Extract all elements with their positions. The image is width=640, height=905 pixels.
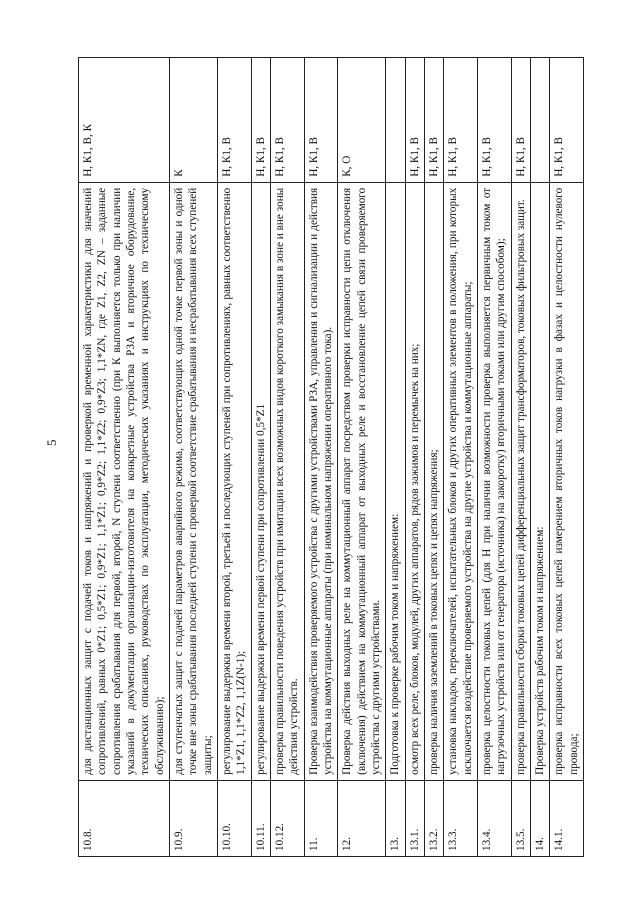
- row-description: регулирование выдержки времени второй, третьей и последующих ступеней при сопротивлениях, равных соответственно 1,1*Z1, 1,1*Z2, 1,1Z(N-1);: [217, 182, 251, 780]
- table-row: [424, 58, 443, 857]
- row-description: для ступенчатых защит с подачей параметров аварийного режима, соответствующих одной точке первой зоны и одной точке вне зоны срабатывания последней ступени с проверкой соответствие срабатывания и несрабатывания всех ступеней защиты;: [169, 182, 217, 780]
- row-inspection-codes: Н, К1, В: [217, 58, 251, 183]
- row-number: 10.11.: [251, 780, 270, 856]
- row-description: проверка наличия заземлений в токовых цепях и цепях напряжения;: [424, 182, 443, 780]
- row-description: проверка правильности сборки токовых цепей дифференциальных защит трансформаторов, токовых фильтровых защит.: [511, 182, 530, 780]
- row-inspection-codes: Н, К1, В: [304, 58, 338, 183]
- row-description: осмотр всех реле, блоков, модулей, других аппаратов, рядов зажимов и перемычек на них;: [405, 182, 424, 780]
- row-number: 13.2.: [424, 780, 443, 856]
- row-description: для дистанционных защит с подачей токов и напряжений и проверкой временной характеристики для значений сопротивлений, равных 0*Z1; 0,5*Z1; 0,9*Z1; 1,1*Z1; 0,9*Z2; 1,1*Z2; 0,9*Z3; 1,1*ZN, где Z1, Z2, ZN – заданные сопротивления срабатывания для первой, второй, N ступени соответственно (при К выполняется только при наличии указаний в документации организации-изготовителя на конкретные устройства РЗА и вторичное оборудование, технических описаниях, руководствах по эксплуатации, методических указаниях и инструкциях по техническому обслуживанию);: [79, 182, 170, 780]
- checklist-table: [78, 57, 584, 857]
- row-number: 13.1.: [405, 780, 424, 856]
- rotated-document-table: [78, 57, 583, 857]
- row-number: 10.12.: [270, 780, 304, 856]
- row-description: проверка исправности всех токовых цепей измерением вторичных токов нагрузки в фазах и целостности нулевого провода;: [550, 182, 584, 780]
- table-row: [270, 58, 304, 857]
- row-inspection-codes: Н, К1, В: [424, 58, 443, 183]
- table-row: [477, 58, 511, 857]
- row-number: 13.5.: [511, 780, 530, 856]
- row-inspection-codes: К: [169, 58, 217, 183]
- row-inspection-codes: Н, К1, В: [270, 58, 304, 183]
- row-description: установка накладок, переключателей, испытательных блоков и других оперативных элементов в положения, при которых исключается воздействие проверяемого устройства на другие устройства и коммутационные аппараты;: [444, 182, 478, 780]
- row-inspection-codes: [386, 58, 405, 183]
- row-description: Проверка взаимодействия проверяемого устройства с другими устройствами РЗА, управления и сигнализации и действия устройства на коммутационные аппараты (при номинальном напряжении оперативного тока).: [304, 182, 338, 780]
- table-row: [386, 58, 405, 857]
- row-number: 13.4.: [477, 780, 511, 856]
- row-inspection-codes: Н, К1, В: [251, 58, 270, 183]
- row-number: 13.3.: [444, 780, 478, 856]
- table-row: [444, 58, 478, 857]
- table-row: [530, 58, 549, 857]
- table-row: [405, 58, 424, 857]
- row-inspection-codes: К, О: [338, 58, 386, 183]
- table-row: [338, 58, 386, 857]
- row-inspection-codes: Н, К1, В: [477, 58, 511, 183]
- row-description: проверка правильности поведения устройств при имитации всех возможных видов короткого замыкания в зоне и вне зоны действия устройств.: [270, 182, 304, 780]
- table-row: [79, 58, 170, 857]
- row-number: 11.: [304, 780, 338, 856]
- row-number: 10.10.: [217, 780, 251, 856]
- row-number: 10.8.: [79, 780, 170, 856]
- row-description: Подготовка к проверке рабочим током и напряжением:: [386, 182, 405, 780]
- table-row: [511, 58, 530, 857]
- row-inspection-codes: Н, К1, В: [511, 58, 530, 183]
- row-number: 14.: [530, 780, 549, 856]
- row-inspection-codes: Н, К1, В, К: [79, 58, 170, 183]
- row-description: регулирование выдержки времени первой ступени при сопротивлении 0,5*Z1: [251, 182, 270, 780]
- row-inspection-codes: [530, 58, 549, 183]
- table-row: [169, 58, 217, 857]
- table-row: [217, 58, 251, 857]
- row-number: 14.1.: [550, 780, 584, 856]
- row-inspection-codes: Н, К1, В: [405, 58, 424, 183]
- row-description: Проверка устройств рабочим током и напряжением:: [530, 182, 549, 780]
- row-inspection-codes: Н, К1, В: [550, 58, 584, 183]
- row-number: 12.: [338, 780, 386, 856]
- row-inspection-codes: Н, К1, В: [444, 58, 478, 183]
- table-row: [251, 58, 270, 857]
- page-number: 5: [44, 439, 59, 446]
- row-number: 10.9.: [169, 780, 217, 856]
- row-number: 13.: [386, 780, 405, 856]
- row-description: Проверка действия выходных реле на коммутационный аппарат посредством проверки исправности цепи отключения (включения) действием на коммутационный аппарат от выходных реле и восстановление цепей связи проверяемого устройства с другими устройствами.: [338, 182, 386, 780]
- table-row: [550, 58, 584, 857]
- table-row: [304, 58, 338, 857]
- row-description: проверка целостности токовых цепей (для Н при наличии возможности проверка выполняется первичным током от нагрузочных устройств или от генератора (источника) на закоротку) вторичными токами или другим способом);: [477, 182, 511, 780]
